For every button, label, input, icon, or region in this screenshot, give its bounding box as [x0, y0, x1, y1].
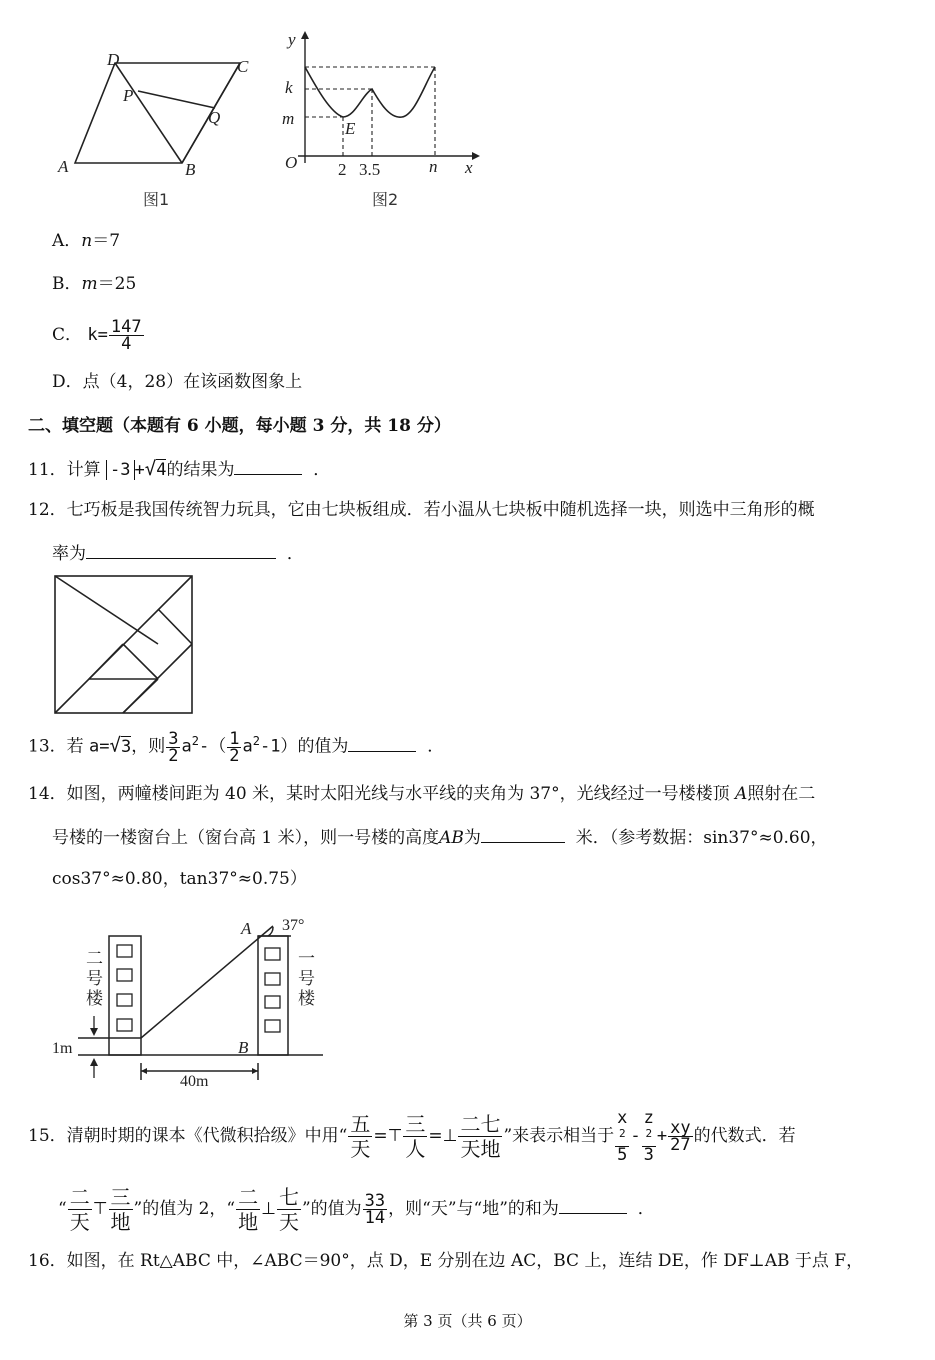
question-12-line-1: 12．七巧板是我国传统智力玩具，它由七块板组成．若小温从七块板中随机选择一块，则选中三角形的概 [28, 500, 815, 520]
fig2-label-m: m [282, 109, 295, 128]
function-graph [298, 31, 480, 163]
page-footer: 第 3 页（共 6 页） [403, 1312, 532, 1330]
option-c: C． k= $\frac{147}{4}$ [52, 317, 142, 354]
fig2-label-x: x [465, 158, 473, 177]
figures-1-2 [40, 25, 490, 215]
question-11: 11．计算 -3 +√4的结果为 ． [28, 458, 331, 480]
buildings-figure [48, 908, 348, 1090]
option-d: D．点（4，28）在该函数图象上 [52, 372, 303, 392]
answer-blank-12[interactable] [86, 542, 276, 559]
fig2-label-E: E [345, 119, 356, 138]
answer-blank-11[interactable] [234, 458, 302, 475]
fig1-label-D: D [107, 50, 120, 69]
tangram-figure [53, 574, 195, 716]
fig2-tick-2: 2 [338, 160, 347, 179]
fig1-label-A: A [58, 157, 69, 176]
fig1-label-P: P [123, 86, 134, 105]
question-13: 13．若 a=√3，则 $\frac{3}{2}$ $a^2-$（ $\frac{1}{2}$ $a^2-1$）的值为 ． [28, 728, 445, 766]
option-b: B．m＝25 [52, 274, 137, 294]
question-15-line-1: 15．清朝时期的课本《代微积拾级》中用“ $\frac{\text{五}}{\text{天}}$ =⊤ $\frac{\text{三}}{\text{人}}$ =⊥ $\frac{\text{二七}}{\text{天地}}$ ”来表示相当于 x $^2$ 5 - z $^2$ 3 + $\frac{xy}{27}$ 的代数式．若 [28, 1107, 796, 1166]
fig2-label-O: O [285, 153, 298, 172]
question-16: 16．如图，在 Rt△ABC 中，∠ABC＝90°，点 D，E 分别在边 AC，BC 上，连结 DE，作 DF⊥AB 于点 F， [28, 1251, 864, 1271]
option-a: A．n＝7 [52, 231, 121, 251]
question-14-line-2: 号楼的一楼窗台上（窗台高 1 米），则一号楼的高度AB为 米．（参考数据：sin37°≈0.60， [52, 828, 828, 848]
section-2-heading: 二、填空题（本题有 6 小题，每小题 3 分，共 18 分） [28, 416, 451, 436]
question-14-line-1: 14．如图，两幢楼间距为 40 米，某时太阳光线与水平线的夹角为 37°，光线经过一号楼楼顶 A照射在二 [28, 784, 816, 804]
answer-blank-14[interactable] [481, 826, 565, 843]
fig2-caption: 图2 [372, 190, 399, 209]
label-40m: 40m [180, 1073, 209, 1090]
label-building-2: 二 号楼 [86, 949, 103, 1008]
fig2-label-y: y [288, 30, 296, 49]
fig2-label-n: n [429, 157, 438, 176]
question-12-line-2: 率为 ． [52, 544, 304, 564]
question-14-line-3: cos37°≈0.80，tan37°≈0.75） [52, 869, 307, 889]
label-point-A: A [241, 919, 252, 938]
question-15-line-2: “ $\frac{\text{二}}{\text{天}}$ ⊤ $\frac{\text{三}}{\text{地}}$ ”的值为 2，“ $\frac{\text{二}}{\text{地}}$ ⊥ $\frac{\text{七}}{\text{天}}$ ”的值为 $\frac{33}{14}$ ，则“天”与“地”的和为 ． [58, 1185, 655, 1234]
label-1m: 1m [52, 1040, 73, 1057]
fig1-label-Q: Q [208, 108, 221, 127]
fig1-label-C: C [237, 57, 249, 76]
fraction-147-4: $\frac{147}{4}$ [110, 317, 142, 354]
fig2-label-k: k [285, 78, 293, 97]
label-building-1: 一 号楼 [298, 949, 315, 1008]
fig1-caption: 图1 [143, 190, 170, 209]
fig1-label-B: B [185, 160, 196, 179]
fig2-tick-3-5: 3.5 [359, 160, 381, 179]
answer-blank-13[interactable] [348, 735, 416, 752]
label-angle-37: 37° [282, 917, 305, 934]
answer-blank-15[interactable] [559, 1197, 627, 1214]
label-point-B: B [238, 1038, 249, 1057]
